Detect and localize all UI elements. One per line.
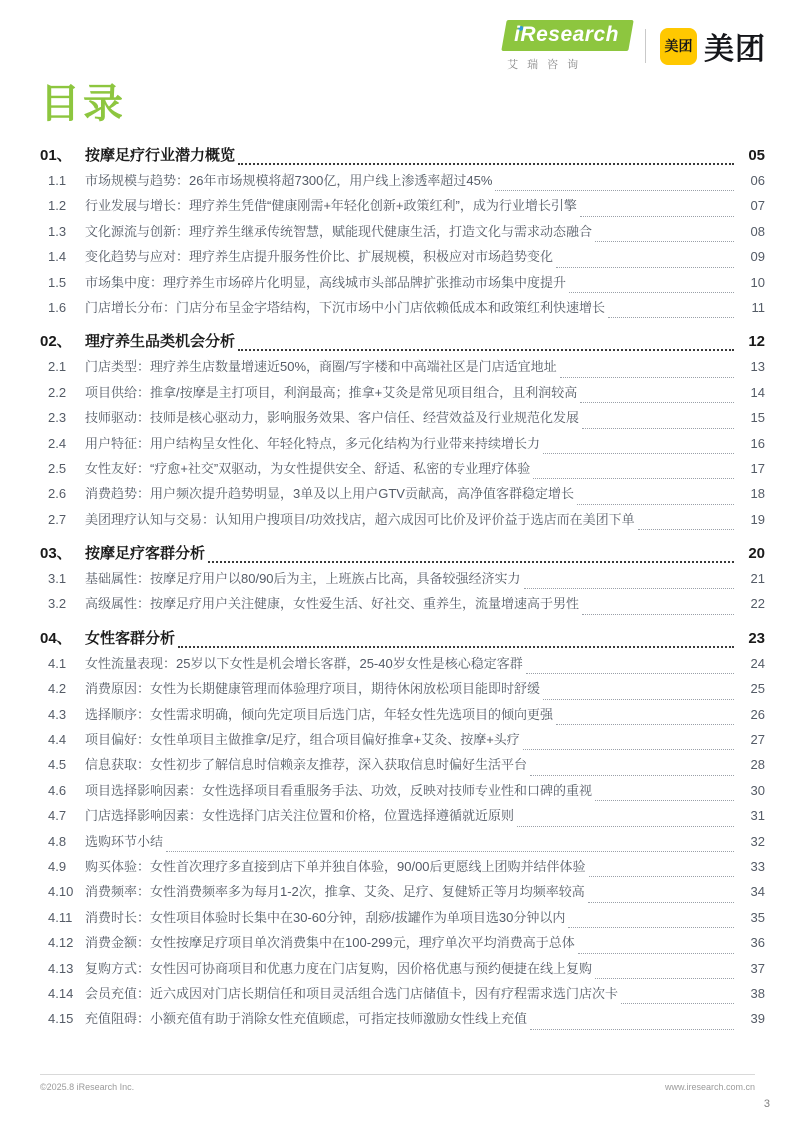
toc-entry-page-number: 26 [750, 706, 765, 722]
dotted-leader [595, 241, 734, 242]
toc-entry-row[interactable] [40, 907, 765, 932]
toc-entry-number: 4.5 [48, 757, 67, 773]
toc-entry-page-number: 06 [750, 173, 765, 188]
toc-entry-page-number: 35 [750, 909, 765, 925]
toc-entry-number: 1.3 [48, 223, 67, 239]
dotted-leader [582, 614, 734, 615]
toc-entry-number: 4.1 [48, 655, 67, 671]
toc-entry-page-number: 18 [750, 486, 765, 502]
toc-entry-page-number: 25 [750, 681, 765, 697]
dotted-leader [238, 349, 734, 351]
toc-entry-number: 2.5 [48, 460, 67, 476]
toc-entry-number: 2.7 [48, 511, 67, 527]
toc-entry-number: 4.7 [48, 808, 67, 824]
dotted-leader [595, 800, 734, 801]
toc-entry-title: 复购方式：女性因可协商项目和优惠力度在门店复购，因价格优惠与预约便捷在线上复购 [85, 960, 593, 976]
toc-entry-row[interactable] [40, 568, 765, 593]
toc-entry-number: 4.11 [48, 909, 73, 925]
page-title: 目录 [40, 82, 126, 126]
toc-section-title: 女性客群分析 [85, 629, 176, 647]
dotted-leader [638, 529, 734, 530]
dotted-leader [208, 561, 734, 563]
dotted-leader [166, 851, 734, 852]
toc-entry-page-number: 19 [750, 511, 765, 527]
toc-entry-title: 高级属性：按摩足疗用户关注健康，女性爱生活、好社交、重养生，流量增速高于男性 [85, 596, 580, 612]
iresearch-flag [501, 20, 633, 51]
toc-section-title: 按摩足疗行业潜力概览 [85, 147, 236, 164]
toc-entry-title: 门店增长分布：门店分布呈金字塔结构，下沉市场中小门店依赖低成本和政策红利快速增长 [85, 299, 606, 315]
toc-entry-title: 女性友好：“疗愈+社交”双驱动，为女性提供安全、舒适、私密的专业理疗体验 [85, 460, 531, 476]
dotted-leader [556, 267, 734, 268]
toc-entry-number: 4.12 [48, 935, 74, 951]
dotted-leader [621, 1003, 734, 1004]
toc-section-page-number: 12 [748, 333, 765, 351]
toc-entry-row[interactable] [40, 170, 765, 195]
dotted-leader [580, 216, 734, 217]
toc-entry-page-number: 17 [750, 460, 765, 476]
toc-entry-row[interactable] [40, 856, 765, 881]
dotted-leader [578, 953, 734, 954]
toc-section-row[interactable] [40, 330, 765, 356]
iresearch-wordmark: iResearch [514, 23, 620, 46]
toc-entry-page-number: 13 [750, 359, 765, 375]
toc-entry-row[interactable] [40, 678, 765, 703]
toc-entry-title: 市场规模与趋势：26年市场规模将超7300亿，用户线上渗透率超过45% [85, 173, 493, 188]
toc-entry-row[interactable] [40, 780, 765, 805]
toc-entry-row[interactable] [40, 382, 765, 407]
dotted-leader [595, 978, 734, 979]
toc-entry-title: 项目供给：推拿/按摩是主打项目，利润最高；推拿+艾灸是常见项目组合，且利润较高 [85, 384, 578, 400]
toc-entry-page-number: 11 [751, 299, 765, 315]
footer-copyright: ©2025.8 iResearch Inc. [40, 1082, 135, 1092]
toc-entry-row[interactable] [40, 754, 765, 779]
toc-entry-title: 行业发展与增长：理疗养生凭借“健康刚需+年轻化创新+政策红利”，成为行业增长引擎 [85, 198, 577, 214]
toc-entry-row[interactable] [40, 881, 765, 906]
iresearch-logo [504, 20, 631, 72]
dotted-leader [608, 317, 734, 318]
footer-divider [40, 1074, 755, 1075]
dotted-leader [178, 646, 734, 648]
toc-entry-number: 4.14 [48, 985, 74, 1001]
toc-entry-title: 门店类型：理疗养生店数量增速近50%，商圈/写字楼和中高端社区是门店适宜地址 [85, 359, 557, 375]
toc-section-row[interactable] [40, 542, 765, 568]
iresearch-subtext: 艾瑞咨询 [507, 59, 588, 71]
toc-entry-number: 3.2 [48, 596, 67, 612]
toc-entry-number: 4.2 [48, 681, 67, 697]
toc-entry-row[interactable] [40, 297, 765, 322]
dotted-leader [517, 826, 734, 827]
toc-entry-row[interactable] [40, 704, 765, 729]
toc-entry-page-number: 14 [750, 384, 765, 400]
toc-entry-row[interactable] [40, 1008, 765, 1033]
header-logos [504, 20, 766, 72]
dotted-leader [589, 876, 734, 877]
dotted-leader [524, 588, 734, 589]
dotted-leader [577, 504, 734, 505]
toc-entry-number: 1.5 [48, 274, 67, 290]
toc-entry-page-number: 32 [750, 833, 765, 849]
toc-entry-page-number: 37 [750, 960, 765, 976]
toc-entry-number: 1.1 [48, 173, 67, 188]
toc-entry-page-number: 28 [750, 757, 765, 773]
toc-entry-row[interactable] [40, 593, 765, 618]
meituan-logo [660, 24, 766, 68]
toc-entry-page-number: 07 [750, 198, 765, 214]
toc-entry-row[interactable] [40, 246, 765, 271]
dotted-leader [556, 724, 734, 725]
toc-entry-title: 用户特征：用户结构呈女性化、年轻化特点，多元化结构为行业带来持续增长力 [85, 435, 541, 451]
dotted-leader [560, 377, 734, 378]
toc-section-title: 理疗养生品类机会分析 [85, 333, 236, 351]
toc-section-page-number: 20 [748, 545, 765, 563]
toc-entry-title: 项目选择影响因素：女性选择项目看重服务手法、功效，反映对技师专业性和口碑的重视 [85, 782, 593, 798]
toc-entry-page-number: 24 [750, 655, 765, 671]
toc-section-number: 01、 [40, 147, 72, 164]
dotted-leader [588, 902, 734, 903]
toc-entry-number: 4.4 [48, 732, 67, 748]
toc-entry-page-number: 10 [750, 274, 765, 290]
toc-entry-number: 4.13 [48, 960, 74, 976]
toc-entry-number: 4.3 [48, 706, 67, 722]
toc-entry-page-number: 09 [750, 249, 765, 265]
toc-entry-number: 1.2 [48, 198, 67, 214]
toc-section-number: 02、 [40, 333, 72, 351]
toc-entry-row[interactable] [40, 356, 765, 381]
toc-entry-title: 消费原因：女性为长期健康管理而体验理疗项目，期待休闲放松项目能即时舒缓 [85, 681, 541, 697]
toc-entry-number: 4.8 [48, 833, 67, 849]
header [0, 0, 794, 78]
dotted-leader [569, 292, 734, 293]
toc-entry-title: 充值阻碍：小额充值有助于消除女性充值顾虑，可指定技师激励女性线上充值 [85, 1011, 528, 1027]
toc-entry-title: 选购环节小结 [85, 833, 164, 849]
toc-entry-row[interactable] [40, 458, 765, 483]
toc-section-number: 04、 [40, 629, 72, 647]
toc-entry-row[interactable] [40, 272, 765, 297]
toc-entry-number: 4.9 [48, 858, 67, 874]
toc-entry-title: 会员充值：近六成因对门店长期信任和项目灵活组合选门店储值卡，因有疗程需求选门店次卡 [85, 985, 619, 1001]
toc-entry-number: 2.3 [48, 410, 67, 426]
toc-entry-title: 文化源流与创新：理疗养生继承传统智慧，赋能现代健康生活，打造文化与需求动态融合 [85, 223, 593, 239]
toc-section-row[interactable] [40, 627, 765, 653]
toc-entry-page-number: 30 [750, 782, 765, 798]
toc-entry-row[interactable] [40, 407, 765, 432]
toc-section-page-number: 23 [748, 629, 765, 647]
toc-entry-number: 4.6 [48, 782, 67, 798]
toc-entry-title: 消费时长：女性项目体验时长集中在30-60分钟，刮痧/拔罐作为单项目选30分钟以内 [85, 909, 566, 925]
toc-entry-title: 美团理疗认知与交易：认知用户搜项目/功效找店，超六成因可比价及评价益于选店而在美团下单 [85, 511, 635, 527]
dotted-leader [523, 749, 734, 750]
toc-entry-number: 2.4 [48, 435, 67, 451]
meituan-wordmark: 美团 [704, 33, 766, 66]
toc-entry-row[interactable] [40, 831, 765, 856]
toc-entry-row[interactable] [40, 433, 765, 458]
toc-entry-number: 4.15 [48, 1011, 74, 1027]
toc-entry-number: 4.10 [48, 884, 74, 900]
toc-entry-title: 消费趋势：用户频次提升趋势明显，3单及以上用户GTV贡献高，高净值客群稳定增长 [85, 486, 574, 502]
toc-entry-title: 项目偏好：女性单项目主做推拿/足疗，组合项目偏好推拿+艾灸、按摩+头疗 [85, 732, 520, 748]
toc-entry-row[interactable] [40, 958, 765, 983]
toc-entry-title: 门店选择影响因素：女性选择门店关注位置和价格，位置选择遵循就近原则 [85, 808, 515, 824]
toc-entry-page-number: 22 [750, 596, 765, 612]
toc-entry-title: 市场集中度：理疗养生市场碎片化明显，高线城市头部品牌扩张推动市场集中度提升 [85, 274, 567, 290]
logo-separator [645, 29, 646, 63]
dotted-leader [495, 190, 734, 191]
toc-section-number: 03、 [40, 545, 72, 563]
toc-entry-page-number: 27 [750, 732, 765, 748]
toc-entry-number: 1.4 [48, 249, 67, 265]
dotted-leader [238, 163, 734, 165]
toc-entry-title: 消费金额：女性按摩足疗项目单次消费集中在100-299元，理疗单次平均消费高于总体 [85, 935, 575, 951]
toc-entry-row[interactable] [40, 195, 765, 220]
toc-entry-page-number: 38 [750, 985, 765, 1001]
toc-entry-page-number: 33 [750, 858, 765, 874]
toc-entry-page-number: 08 [750, 223, 765, 239]
dotted-leader [543, 699, 734, 700]
toc-entry-number: 2.1 [48, 359, 67, 375]
toc-section-row[interactable] [40, 144, 765, 170]
dotted-leader [530, 1029, 734, 1030]
toc-entry-title: 选择顺序：女性需求明确，倾向先定项目后选门店，年轻女性先选项目的倾向更强 [85, 706, 554, 722]
footer-website: www.iresearch.com.cn [664, 1082, 755, 1092]
toc-entry-title: 信息获取：女性初步了解信息时信赖亲友推荐，深入获取信息时偏好生活平台 [85, 757, 528, 773]
dotted-leader [543, 453, 734, 454]
toc-entry-row[interactable] [40, 932, 765, 957]
toc-entry-page-number: 16 [750, 435, 765, 451]
toc-entry-row[interactable] [40, 653, 765, 678]
toc-entry-row[interactable] [40, 729, 765, 754]
dotted-leader [568, 927, 734, 928]
toc-entry-title: 消费频率：女性消费频率多为每月1-2次，推拿、艾灸、足疗、复健矫正等月均频率较高 [85, 884, 585, 900]
toc-section-title: 按摩足疗客群分析 [85, 545, 206, 563]
page-number: 3 [763, 1098, 770, 1110]
dotted-leader [526, 673, 734, 674]
toc-entry-number: 2.6 [48, 486, 67, 502]
toc-entry-row[interactable] [40, 483, 765, 508]
toc-entry-title: 购买体验：女性首次理疗多直接到店下单并独自体验，90/00后更愿线上团购并结伴体验 [85, 858, 586, 874]
toc-entry-row[interactable] [40, 983, 765, 1008]
footer [40, 1082, 755, 1092]
toc-entry-row[interactable] [40, 221, 765, 246]
toc-list [0, 128, 794, 1034]
dotted-leader [580, 402, 734, 403]
toc-entry-row[interactable] [40, 509, 765, 534]
toc-entry-title: 技师驱动：技师是核心驱动力，影响服务效果、客户信任、经营效益及行业规范化发展 [85, 410, 580, 426]
meituan-app-icon: 美团 [660, 28, 697, 65]
dotted-leader [582, 428, 734, 429]
toc-entry-number: 1.6 [48, 299, 67, 315]
toc-entry-title: 变化趋势与应对：理疗养生店提升服务性价比、扩展规模，积极应对市场趋势变化 [85, 249, 554, 265]
toc-entry-page-number: 21 [750, 571, 765, 587]
toc-entry-page-number: 39 [750, 1011, 765, 1027]
toc-entry-number: 2.2 [48, 384, 67, 400]
toc-entry-row[interactable] [40, 805, 765, 830]
toc-entry-page-number: 15 [750, 410, 765, 426]
toc-section-page-number: 05 [748, 147, 765, 164]
dotted-leader [530, 775, 734, 776]
dotted-leader [533, 478, 734, 479]
toc-entry-title: 基础属性：按摩足疗用户以80/90后为主，上班族占比高，具备较强经济实力 [85, 571, 521, 587]
toc-entry-title: 女性流量表现：25岁以下女性是机会增长客群，25-40岁女性是核心稳定客群 [85, 655, 523, 671]
toc-entry-number: 3.1 [48, 571, 67, 587]
toc-entry-page-number: 36 [750, 935, 765, 951]
toc-entry-page-number: 34 [750, 884, 765, 900]
toc-entry-page-number: 31 [750, 808, 765, 824]
